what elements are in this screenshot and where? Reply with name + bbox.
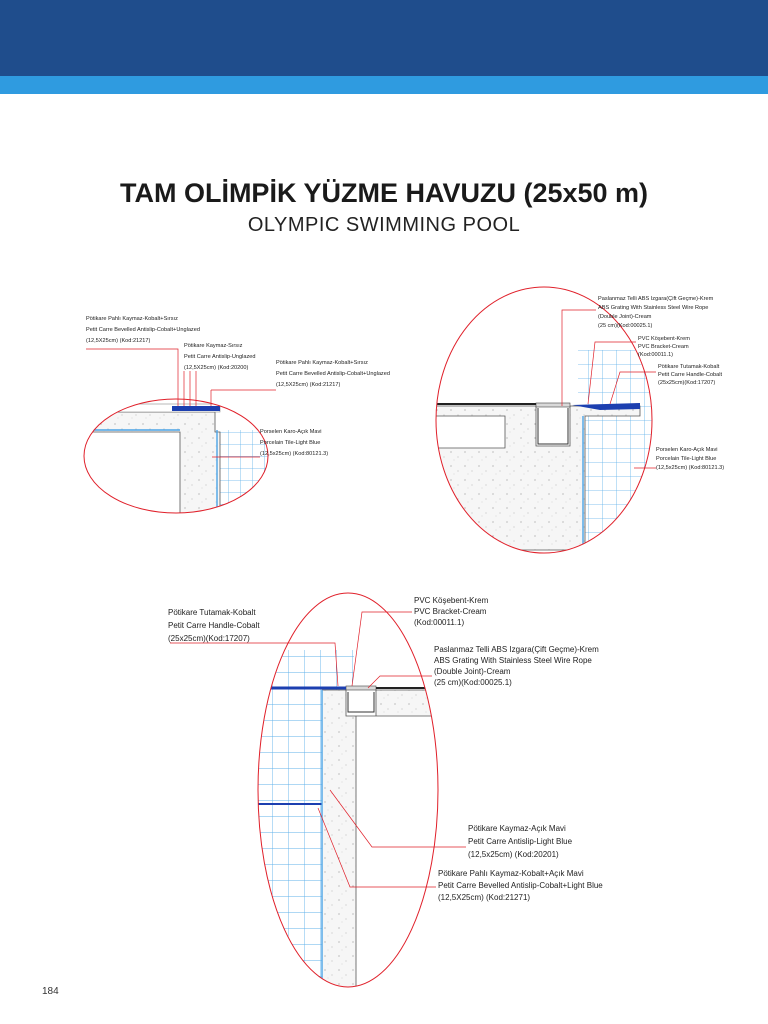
- detail-2: [430, 287, 724, 553]
- detail-1: [70, 316, 392, 520]
- detail2-label-c: Pötikare Tutamak-Kobalt Petit Carre Handle-Cobalt (25x25cm)(Kod:17207): [658, 364, 723, 386]
- page-number: 184: [42, 986, 59, 997]
- detail3-label-c: Paslanmaz Telli ABS Izgara(Çift Geçme)-Krem ABS Grating With Stainless Steel Wire Rope (Double Joint)-Cream (25 cm)(Kod:00025.1): [434, 645, 599, 687]
- detail1-label-a: Pötikare Pahlı Kaymaz-Kobalt+Sırsız Petit Carre Bevelled Antislip-Cobalt+Unglazed (12,5X25cm) (Kod:21217): [86, 316, 200, 344]
- detail1-label-c: Pötikare Pahlı Kaymaz-Kobalt+Sırsız Petit Carre Bevelled Antislip-Cobalt+Unglazed (12,5X25cm) (Kod:21217): [276, 360, 390, 388]
- detail2-label-b: PVC Köşebent-Krem PVC Bracket-Cream (Kod:00011.1): [638, 336, 690, 358]
- page-subtitle: OLYMPIC SWIMMING POOL: [247, 214, 521, 236]
- detail1-label-d: Porselen Karo-Açık Mavi Porcelain Tile-Light Blue (12,5x25cm) (Kod:80121.3): [260, 429, 329, 457]
- detail2-label-d: Porselen Karo-Açık Mavi Porcelain Tile-Light Blue (12,5x25cm) (Kod:80121.3): [656, 447, 725, 471]
- detail3-label-b: PVC Köşebent-Krem PVC Bracket-Cream (Kod:00011.1): [414, 596, 489, 627]
- detail3-label-d: Pötikare Kaymaz-Açık Mavi Petit Carre Antislip-Light Blue (12,5x25cm) (Kod:20201): [468, 824, 573, 859]
- detail1-label-b: Pötikare Kaymaz-Sırsız Petit Carre Antislip-Unglazed (12,5X25cm) (Kod:20200): [184, 343, 256, 371]
- detail3-label-a: Pötikare Tutamak-Kobalt Petit Carre Handle-Cobalt (25x25cm)(Kod:17207): [168, 608, 260, 643]
- detail2-label-a: Paslanmaz Telli ABS Izgara(Çift Geçme)-Krem ABS Grating With Stainless Steel Wire Rope (Double Joint)-Cream (25 cm)(Kod:00025.1): [598, 296, 714, 329]
- detail-3: [168, 593, 605, 990]
- page-title: TAM OLİMPİK YÜZME HAVUZU (25x50 m): [119, 178, 649, 208]
- detail3-label-e: Pötikare Pahlı Kaymaz-Kobalt+Açık Mavi Petit Carre Bevelled Antislip-Cobalt+Light Blue (12,5X25cm) (Kod:21271): [438, 869, 603, 902]
